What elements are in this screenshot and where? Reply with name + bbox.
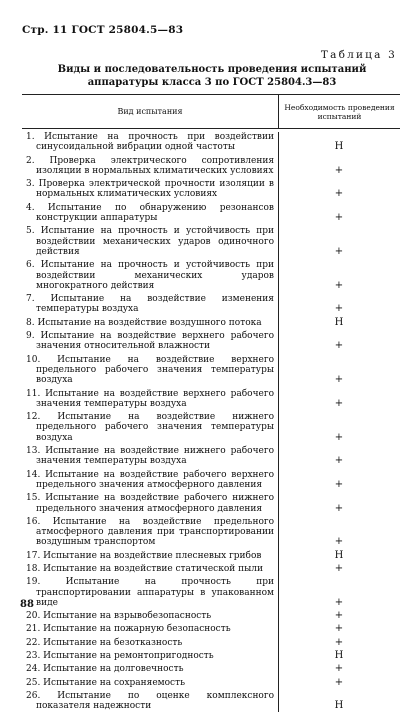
necessity-mark-cell: +	[334, 536, 344, 548]
column-header-test-type: Вид испытания	[22, 95, 279, 128]
table-row	[22, 664, 400, 674]
table-number: Таблица 3	[320, 49, 397, 61]
test-table	[22, 94, 400, 712]
page-number: 88	[20, 599, 34, 610]
test-name-cell: 10. Испытание на воздействие верхнего предельного рабочего значения температуры воздуха	[26, 354, 274, 386]
necessity-mark-cell: +	[334, 502, 344, 514]
test-name-cell: 9. Испытание на воздействие верхнего рабочего значения относительной влажности	[26, 331, 274, 352]
test-name-cell: 19. Испытание на прочность при транспортировании аппаратуры в упакованном виде	[26, 577, 274, 608]
necessity-mark-cell: +	[334, 340, 344, 352]
necessity-mark-cell: +	[334, 478, 344, 490]
necessity-mark-cell: +	[334, 245, 344, 257]
test-name-cell: 15. Испытание на воздействие рабочего нижнего предельного значения атмосферного давления	[26, 493, 274, 514]
test-name-cell: 20. Испытание на взрывобезопасность	[26, 611, 212, 622]
necessity-mark-cell: +	[334, 188, 344, 200]
test-name-cell: 7. Испытание на воздействие изменения температуры воздуха	[26, 294, 274, 315]
table-row	[22, 678, 400, 688]
table-row	[22, 564, 400, 574]
table-row	[22, 331, 400, 352]
table-row	[22, 355, 400, 386]
necessity-mark-cell: Н	[334, 650, 344, 662]
table-row	[22, 624, 400, 634]
table-row	[22, 260, 400, 291]
test-name-cell: 18. Испытание на воздействие статической пыли	[26, 563, 263, 574]
table-header	[22, 95, 400, 129]
test-name-cell: 24. Испытание на долговечность	[26, 664, 184, 675]
table-row	[22, 156, 400, 177]
table-row	[22, 226, 400, 257]
necessity-mark-cell: +	[334, 397, 344, 409]
necessity-mark-cell: +	[334, 431, 344, 443]
test-name-cell: 13. Испытание на воздействие нижнего рабочего значения температуры воздуха	[26, 446, 274, 467]
necessity-mark-cell: +	[334, 279, 344, 291]
table-row	[22, 691, 400, 712]
test-name-cell: 2. Проверка электрического сопротивления изоляции в нормальных климатических условиях	[26, 155, 274, 176]
necessity-mark-cell: +	[334, 636, 344, 648]
necessity-mark-cell: +	[334, 562, 344, 574]
test-name-cell: 1. Испытание на прочность при воздействии синусоидальной вибрации одной частоты	[26, 132, 274, 153]
necessity-mark-cell: +	[334, 455, 344, 467]
table-row	[22, 577, 400, 608]
table-row	[22, 551, 400, 561]
test-name-cell: 5. Испытание на прочность и устойчивость при воздействии механических ударов одиночного действия	[26, 226, 274, 257]
table-body	[22, 132, 400, 712]
test-name-cell: 8. Испытание на воздействие воздушного потока	[26, 317, 262, 328]
table-row	[22, 638, 400, 648]
table-row	[22, 611, 400, 621]
table-row	[22, 179, 400, 200]
table-row	[22, 517, 400, 548]
necessity-mark-cell: +	[334, 676, 344, 688]
necessity-mark-cell: Н	[334, 549, 344, 561]
necessity-mark-cell: Н	[334, 141, 344, 153]
test-name-cell: 16. Испытание на воздействие предельного атмосферного давления при транспортировании воздушным транспортом	[26, 516, 274, 548]
test-name-cell: 26. Испытание по оценке комплексного показателя надежности	[26, 690, 274, 712]
test-name-cell: 4. Испытание по обнаружению резонансов конструкции аппаратуры	[26, 202, 274, 224]
table-row	[22, 493, 400, 514]
table-row	[22, 389, 400, 410]
test-name-cell: 17. Испытание на воздействие плесневых грибов	[26, 550, 262, 561]
table-row	[22, 651, 400, 661]
table-row	[22, 412, 400, 443]
test-name-cell: 21. Испытание на пожарную безопасность	[26, 624, 231, 635]
test-name-cell: 11. Испытание на воздействие верхнего рабочего значения температуры воздуха	[26, 388, 274, 409]
page-header: Стр. 11 ГОСТ 25804.5—83	[22, 24, 184, 36]
necessity-mark-cell: +	[334, 663, 344, 675]
necessity-mark-cell: +	[334, 623, 344, 635]
table-row	[22, 318, 400, 328]
test-name-cell: 25. Испытание на сохраняемость	[26, 677, 185, 688]
table-row	[22, 203, 400, 224]
necessity-mark-cell: +	[334, 212, 344, 224]
test-name-cell: 22. Испытание на безотказность	[26, 637, 183, 648]
table-row	[22, 446, 400, 467]
test-name-cell: 14. Испытание на воздействие рабочего верхнего предельного значения атмосферного давления	[26, 469, 274, 490]
necessity-mark-cell: +	[334, 303, 344, 315]
test-name-cell: 23. Испытание на ремонтопригодность	[26, 651, 214, 662]
table-row	[22, 294, 400, 315]
test-name-cell: 6. Испытание на прочность и устойчивость при воздействии механических ударов многократного действия	[26, 260, 274, 291]
necessity-mark-cell: Н	[334, 316, 344, 328]
column-header-necessity: Необходимость проведения испытаний	[284, 102, 395, 121]
table-row	[22, 470, 400, 491]
necessity-mark-cell: +	[334, 374, 344, 386]
table-caption: Виды и последовательность проведения испытаний аппаратуры класса 3 по ГОСТ 25804.3—83	[57, 64, 367, 88]
test-name-cell: 12. Испытание на воздействие нижнего предельного рабочего значения температуры воздуха	[26, 412, 274, 443]
necessity-mark-cell: +	[334, 610, 344, 622]
necessity-mark-cell: Н	[334, 700, 344, 712]
necessity-mark-cell: +	[334, 164, 344, 176]
necessity-mark-cell: +	[334, 596, 344, 608]
table-row	[22, 132, 400, 153]
test-name-cell: 3. Проверка электрической прочности изоляции в нормальных климатических условиях	[26, 179, 274, 200]
